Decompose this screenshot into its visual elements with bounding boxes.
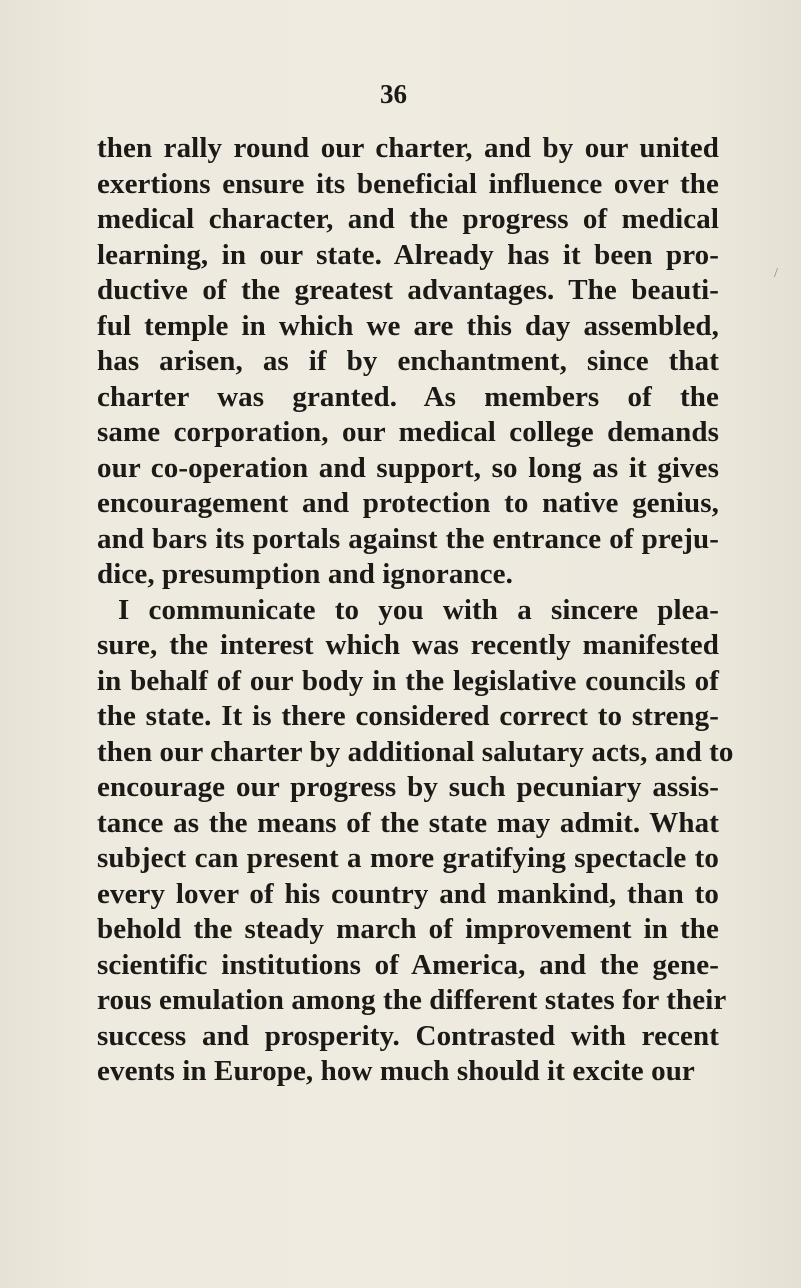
text-line: then our charter by additional salutary acts, and to [97,735,734,768]
text-line: dice, presumption and ignorance. [97,558,513,590]
text-line: encouragement and protection to native genius, [97,487,719,519]
text-line: tance as the means of the state may admit. What [97,806,719,839]
text-line: I communicate to you with a sincere plea- [118,593,719,626]
text-line: encourage our progress by such pecuniary assis- [97,771,719,803]
text-line: charter was granted. As members of the [97,380,719,413]
text-line: behold the steady march of improvement in the [97,913,719,945]
text-line: the state. It is there considered correct to streng- [97,700,719,732]
text-line: every lover of his country and mankind, than to [97,877,719,910]
text-line: success and prosperity. Contrasted with recent [97,1019,719,1052]
text-line: ful temple in which we are this day assembled, [97,309,719,342]
text-line: then rally round our charter, and by our united [97,132,719,164]
margin-stroke-mark: / [774,266,778,281]
body-text [97,131,734,1090]
text-line: our co-operation and support, so long as it gives [97,451,719,484]
text-line: has arisen, as if by enchantment, since that [97,345,719,377]
text-line: rous emulation among the different states for their [97,984,727,1016]
text-line: learning, in our state. Already has it been pro- [97,238,719,271]
text-line: events in Europe, how much should it excite our [97,1055,695,1087]
text-line: same corporation, our medical college demands [97,416,719,448]
text-line: subject can present a more gratifying spectacle to [97,842,719,874]
text-line: scientific institutions of America, and the gene- [97,948,719,981]
text-line: in behalf of our body in the legislative councils of [97,664,719,697]
page-number: 36 [380,79,407,109]
text-line: and bars its portals against the entrance of preju- [97,522,719,555]
text-line: sure, the interest which was recently manifested [97,629,719,661]
text-line: exertions ensure its beneficial influence over the [97,167,719,200]
text-line: medical character, and the progress of medical [97,203,719,235]
text-line: ductive of the greatest advantages. The beauti- [97,274,719,306]
